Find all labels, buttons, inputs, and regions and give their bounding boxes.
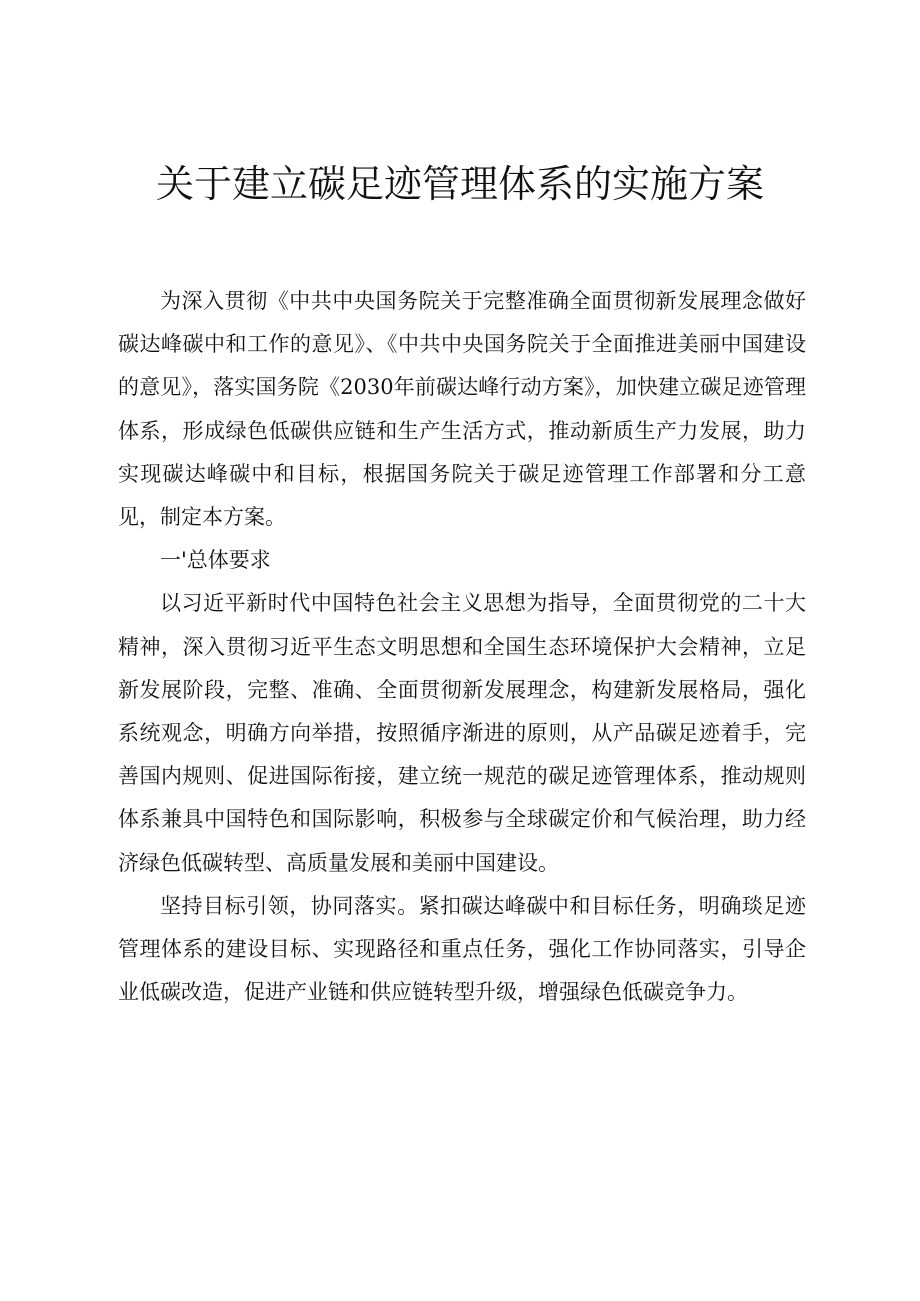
- intro-paragraph: 为深入贯彻《中共中央国务院关于完整准确全面贯彻新发展理念做好碳达峰碳中和工作的意见》、《中共中央国务院关于全面推进美丽中国建设的意见》，落实国务院《2030年前碳达峰行动方案》，加快建立碳足迹管理体系，形成绿色低碳供应链和生产生活方式，推动新质生产力发展，助力实现碳达峰碳中和目标，根据国务院关于碳足迹管理工作部署和分工意见，制定本方案。: [118, 289, 806, 530]
- section-heading: 一'总体要求: [160, 548, 271, 573]
- document-body: [118, 280, 806, 1014]
- section-paragraph: 以习近平新时代中国特色社会主义思想为指导，全面贯彻党的二十大精神，深入贯彻习近平生态文明思想和全国生态环境保护大会精神，立足新发展阶段，完整、准确、全面贯彻新发展理念，构建新发展格局，强化系统观念，明确方向举措，按照循序渐进的原则，从产品碳足迹着手，完善国内规则、促进国际衔接，建立统一规范的碳足迹管理体系，推动规则体系兼具中国特色和国际影响，积极参与全球碳定价和气候治理，助力经济绿色低碳转型、高质量发展和美丽中国建设。: [118, 591, 806, 875]
- document-title: 关于建立碳足迹管理体系的实施方案: [155, 162, 764, 206]
- section-paragraph: 坚持目标引领，协同落实。紧扣碳达峰碳中和目标任务，明确琰足迹管理体系的建设目标、实现路径和重点任务，强化工作协同落实，引导企业低碳改造，促进产业链和供应链转型升级，增强绿色低碳竞争力。: [118, 893, 806, 1005]
